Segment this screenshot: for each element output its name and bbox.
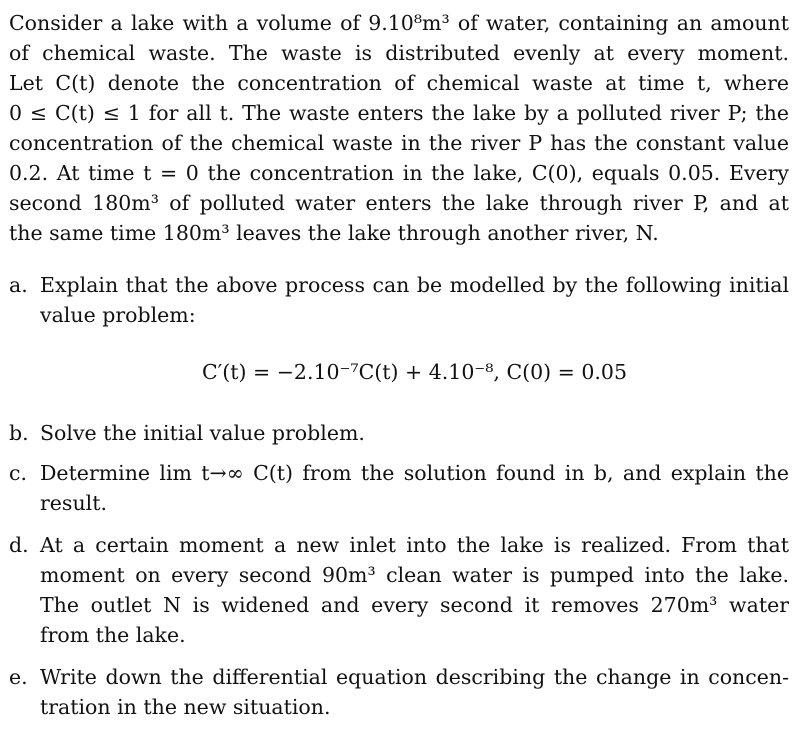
question-line: The outlet N is widened and every second it removes 270m³ water: [40, 593, 789, 617]
intro-line: Let C(t) denote the concentration of chemical waste at time t, where: [9, 71, 789, 95]
document-page: [9, 8, 789, 722]
question-list: [9, 270, 789, 722]
question-line: moment on every second 90m³ clean water is pumped into the lake.: [40, 563, 789, 587]
intro-paragraph: [9, 8, 789, 248]
intro-line: 0.2. At time t = 0 the concentration in the lake, C(0), equals 0.05. Every: [9, 161, 789, 185]
question-line: value problem:: [40, 303, 196, 327]
initial-value-equation: C′(t) = −2.10⁻⁷C(t) + 4.10⁻⁸, C(0) = 0.05: [201, 360, 628, 384]
question-e: [9, 662, 789, 722]
intro-line: Consider a lake with a volume of 9.10⁸m³ of water, containing an amount: [9, 11, 789, 35]
question-line: Determine lim t→∞ C(t) from the solution found in b, and explain the: [40, 461, 789, 485]
question-marker: b.: [9, 421, 29, 445]
question-line: Write down the differential equation describing the change in concen-: [40, 665, 789, 689]
question-line: At a certain moment a new inlet into the lake is realized. From that: [40, 533, 789, 557]
question-line: tration in the new situation.: [40, 695, 331, 719]
question-line: Explain that the above process can be modelled by the following initial: [40, 273, 789, 297]
question-marker: d.: [9, 533, 29, 557]
question-d: [9, 530, 789, 650]
question-marker: c.: [9, 461, 27, 485]
intro-line: the same time 180m³ leaves the lake through another river, N.: [9, 221, 659, 245]
intro-line: concentration of the chemical waste in the river P has the constant value: [9, 131, 789, 155]
question-marker: a.: [9, 273, 28, 297]
intro-line: 0 ≤ C(t) ≤ 1 for all t. The waste enters the lake by a polluted river P; the: [9, 101, 789, 125]
question-line: result.: [40, 491, 107, 515]
question-b: [9, 418, 789, 448]
intro-line: of chemical waste. The waste is distributed evenly at every moment.: [9, 41, 789, 65]
question-line: from the lake.: [40, 623, 186, 647]
question-marker: e.: [9, 665, 28, 689]
question-c: [9, 458, 789, 518]
question-line: Solve the initial value problem.: [40, 421, 365, 445]
intro-line: second 180m³ of polluted water enters the lake through river P, and at: [9, 191, 789, 215]
question-a: [9, 270, 789, 330]
